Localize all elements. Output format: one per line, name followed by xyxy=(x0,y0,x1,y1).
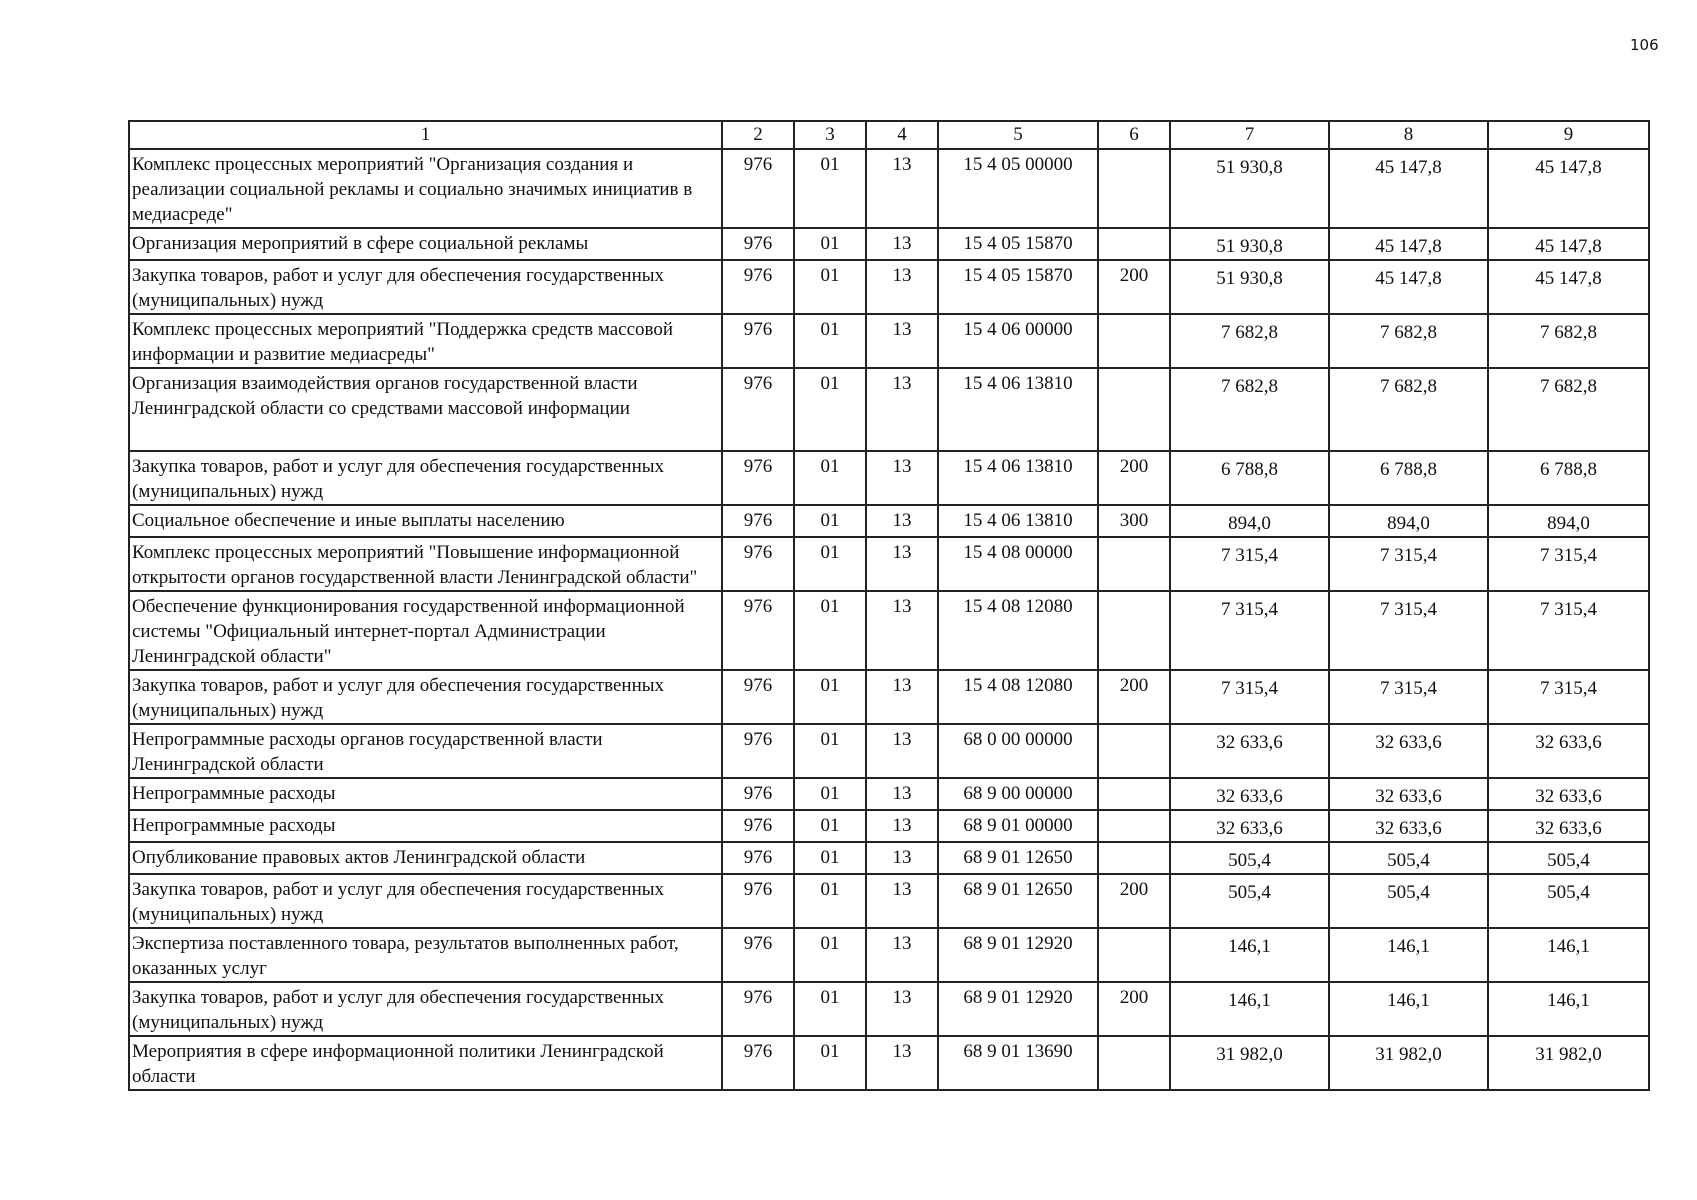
expense-type-code-cell: 300 xyxy=(1098,505,1170,537)
target-article-code-cell: 15 4 08 12080 xyxy=(938,591,1098,670)
table-row xyxy=(129,778,1649,810)
amount-col-9-cell: 894,0 xyxy=(1488,505,1649,537)
target-article-code-cell: 15 4 06 13810 xyxy=(938,451,1098,505)
subsection-code-cell: 13 xyxy=(866,505,938,537)
expense-type-code-cell xyxy=(1098,368,1170,451)
ministry-code-cell: 976 xyxy=(722,810,794,842)
row-name-cell: Опубликование правовых актов Ленинградской области xyxy=(129,842,722,874)
target-article-code-cell: 15 4 06 13810 xyxy=(938,505,1098,537)
amount-col-9-cell: 6 788,8 xyxy=(1488,451,1649,505)
amount-col-9-cell: 7 315,4 xyxy=(1488,591,1649,670)
table-row xyxy=(129,505,1649,537)
column-header: 6 xyxy=(1098,121,1170,149)
table-row xyxy=(129,260,1649,314)
amount-col-9-cell: 32 633,6 xyxy=(1488,724,1649,778)
ministry-code-cell: 976 xyxy=(722,260,794,314)
section-code-cell: 01 xyxy=(794,537,866,591)
amount-col-8-cell: 146,1 xyxy=(1329,928,1488,982)
amount-col-7-cell: 894,0 xyxy=(1170,505,1329,537)
section-code-cell: 01 xyxy=(794,228,866,260)
amount-col-8-cell: 32 633,6 xyxy=(1329,724,1488,778)
target-article-code-cell: 68 9 01 12650 xyxy=(938,842,1098,874)
section-code-cell: 01 xyxy=(794,928,866,982)
table-row xyxy=(129,842,1649,874)
row-name-cell: Обеспечение функционирования государственной информационной системы "Официальный интернет-портал Администрации Ленинградской области" xyxy=(129,591,722,670)
amount-col-8-cell: 505,4 xyxy=(1329,842,1488,874)
amount-col-8-cell: 31 982,0 xyxy=(1329,1036,1488,1090)
target-article-code-cell: 68 9 01 12650 xyxy=(938,874,1098,928)
target-article-code-cell: 15 4 05 15870 xyxy=(938,260,1098,314)
amount-col-7-cell: 505,4 xyxy=(1170,842,1329,874)
table-row xyxy=(129,1036,1649,1090)
subsection-code-cell: 13 xyxy=(866,724,938,778)
ministry-code-cell: 976 xyxy=(722,591,794,670)
row-name-cell: Экспертиза поставленного товара, результатов выполненных работ, оказанных услуг xyxy=(129,928,722,982)
row-name-cell: Организация взаимодействия органов государственной власти Ленинградской области со средствами массовой информации xyxy=(129,368,722,451)
row-name-cell: Закупка товаров, работ и услуг для обеспечения государственных (муниципальных) нужд xyxy=(129,982,722,1036)
section-code-cell: 01 xyxy=(794,451,866,505)
subsection-code-cell: 13 xyxy=(866,260,938,314)
column-header: 4 xyxy=(866,121,938,149)
table-row xyxy=(129,670,1649,724)
amount-col-7-cell: 32 633,6 xyxy=(1170,810,1329,842)
target-article-code-cell: 68 9 01 12920 xyxy=(938,982,1098,1036)
table-row xyxy=(129,724,1649,778)
expense-type-code-cell xyxy=(1098,1036,1170,1090)
amount-col-7-cell: 7 682,8 xyxy=(1170,314,1329,368)
table-row xyxy=(129,228,1649,260)
amount-col-9-cell: 32 633,6 xyxy=(1488,778,1649,810)
target-article-code-cell: 68 9 01 12920 xyxy=(938,928,1098,982)
table-row xyxy=(129,314,1649,368)
section-code-cell: 01 xyxy=(794,670,866,724)
amount-col-8-cell: 146,1 xyxy=(1329,982,1488,1036)
ministry-code-cell: 976 xyxy=(722,451,794,505)
table-row xyxy=(129,451,1649,505)
row-name-cell: Комплекс процессных мероприятий "Повышение информационной открытости органов государственной власти Ленинградской области" xyxy=(129,537,722,591)
amount-col-7-cell: 7 682,8 xyxy=(1170,368,1329,451)
expense-type-code-cell xyxy=(1098,314,1170,368)
table-row xyxy=(129,928,1649,982)
amount-col-7-cell: 51 930,8 xyxy=(1170,228,1329,260)
table-row xyxy=(129,591,1649,670)
row-name-cell: Социальное обеспечение и иные выплаты населению xyxy=(129,505,722,537)
amount-col-7-cell: 7 315,4 xyxy=(1170,670,1329,724)
section-code-cell: 01 xyxy=(794,591,866,670)
row-name-cell: Непрограммные расходы органов государственной власти Ленинградской области xyxy=(129,724,722,778)
expense-type-code-cell: 200 xyxy=(1098,451,1170,505)
amount-col-8-cell: 505,4 xyxy=(1329,874,1488,928)
ministry-code-cell: 976 xyxy=(722,1036,794,1090)
ministry-code-cell: 976 xyxy=(722,928,794,982)
ministry-code-cell: 976 xyxy=(722,505,794,537)
section-code-cell: 01 xyxy=(794,149,866,228)
column-header: 2 xyxy=(722,121,794,149)
subsection-code-cell: 13 xyxy=(866,451,938,505)
row-name-cell: Организация мероприятий в сфере социальной рекламы xyxy=(129,228,722,260)
target-article-code-cell: 68 0 00 00000 xyxy=(938,724,1098,778)
row-name-cell: Комплекс процессных мероприятий "Поддержка средств массовой информации и развитие медиасреды" xyxy=(129,314,722,368)
column-header: 9 xyxy=(1488,121,1649,149)
ministry-code-cell: 976 xyxy=(722,314,794,368)
section-code-cell: 01 xyxy=(794,724,866,778)
amount-col-7-cell: 505,4 xyxy=(1170,874,1329,928)
amount-col-9-cell: 146,1 xyxy=(1488,982,1649,1036)
subsection-code-cell: 13 xyxy=(866,368,938,451)
amount-col-9-cell: 32 633,6 xyxy=(1488,810,1649,842)
subsection-code-cell: 13 xyxy=(866,982,938,1036)
target-article-code-cell: 15 4 06 00000 xyxy=(938,314,1098,368)
subsection-code-cell: 13 xyxy=(866,842,938,874)
subsection-code-cell: 13 xyxy=(866,149,938,228)
amount-col-8-cell: 45 147,8 xyxy=(1329,228,1488,260)
column-header: 8 xyxy=(1329,121,1488,149)
section-code-cell: 01 xyxy=(794,778,866,810)
ministry-code-cell: 976 xyxy=(722,982,794,1036)
expense-type-code-cell xyxy=(1098,537,1170,591)
subsection-code-cell: 13 xyxy=(866,537,938,591)
column-header: 3 xyxy=(794,121,866,149)
table-row xyxy=(129,537,1649,591)
ministry-code-cell: 976 xyxy=(722,149,794,228)
budget-table xyxy=(128,120,1650,1091)
amount-col-9-cell: 45 147,8 xyxy=(1488,260,1649,314)
amount-col-8-cell: 6 788,8 xyxy=(1329,451,1488,505)
row-name-cell: Непрограммные расходы xyxy=(129,778,722,810)
target-article-code-cell: 68 9 01 00000 xyxy=(938,810,1098,842)
target-article-code-cell: 15 4 05 15870 xyxy=(938,228,1098,260)
amount-col-8-cell: 7 315,4 xyxy=(1329,670,1488,724)
subsection-code-cell: 13 xyxy=(866,1036,938,1090)
amount-col-7-cell: 51 930,8 xyxy=(1170,260,1329,314)
subsection-code-cell: 13 xyxy=(866,591,938,670)
section-code-cell: 01 xyxy=(794,810,866,842)
row-name-cell: Закупка товаров, работ и услуг для обеспечения государственных (муниципальных) нужд xyxy=(129,874,722,928)
amount-col-8-cell: 7 682,8 xyxy=(1329,314,1488,368)
subsection-code-cell: 13 xyxy=(866,874,938,928)
amount-col-7-cell: 51 930,8 xyxy=(1170,149,1329,228)
amount-col-8-cell: 7 315,4 xyxy=(1329,537,1488,591)
subsection-code-cell: 13 xyxy=(866,314,938,368)
section-code-cell: 01 xyxy=(794,368,866,451)
expense-type-code-cell xyxy=(1098,228,1170,260)
column-header: 5 xyxy=(938,121,1098,149)
amount-col-7-cell: 7 315,4 xyxy=(1170,591,1329,670)
row-name-cell: Непрограммные расходы xyxy=(129,810,722,842)
section-code-cell: 01 xyxy=(794,982,866,1036)
expense-type-code-cell xyxy=(1098,842,1170,874)
ministry-code-cell: 976 xyxy=(722,670,794,724)
amount-col-8-cell: 7 315,4 xyxy=(1329,591,1488,670)
expense-type-code-cell: 200 xyxy=(1098,874,1170,928)
section-code-cell: 01 xyxy=(794,505,866,537)
ministry-code-cell: 976 xyxy=(722,724,794,778)
amount-col-9-cell: 7 315,4 xyxy=(1488,670,1649,724)
amount-col-9-cell: 45 147,8 xyxy=(1488,228,1649,260)
amount-col-9-cell: 7 682,8 xyxy=(1488,314,1649,368)
amount-col-7-cell: 7 315,4 xyxy=(1170,537,1329,591)
expense-type-code-cell xyxy=(1098,778,1170,810)
amount-col-9-cell: 146,1 xyxy=(1488,928,1649,982)
amount-col-7-cell: 32 633,6 xyxy=(1170,724,1329,778)
subsection-code-cell: 13 xyxy=(866,928,938,982)
table-row xyxy=(129,982,1649,1036)
page-number: 106 xyxy=(1630,36,1659,54)
row-name-cell: Мероприятия в сфере информационной политики Ленинградской области xyxy=(129,1036,722,1090)
subsection-code-cell: 13 xyxy=(866,228,938,260)
section-code-cell: 01 xyxy=(794,842,866,874)
amount-col-9-cell: 45 147,8 xyxy=(1488,149,1649,228)
subsection-code-cell: 13 xyxy=(866,778,938,810)
amount-col-8-cell: 32 633,6 xyxy=(1329,810,1488,842)
amount-col-7-cell: 146,1 xyxy=(1170,982,1329,1036)
table-row xyxy=(129,874,1649,928)
target-article-code-cell: 68 9 00 00000 xyxy=(938,778,1098,810)
ministry-code-cell: 976 xyxy=(722,778,794,810)
subsection-code-cell: 13 xyxy=(866,670,938,724)
row-name-cell: Закупка товаров, работ и услуг для обеспечения государственных (муниципальных) нужд xyxy=(129,670,722,724)
table-row xyxy=(129,149,1649,228)
expense-type-code-cell: 200 xyxy=(1098,670,1170,724)
amount-col-9-cell: 31 982,0 xyxy=(1488,1036,1649,1090)
expense-type-code-cell xyxy=(1098,591,1170,670)
amount-col-7-cell: 31 982,0 xyxy=(1170,1036,1329,1090)
target-article-code-cell: 15 4 06 13810 xyxy=(938,368,1098,451)
ministry-code-cell: 976 xyxy=(722,874,794,928)
amount-col-7-cell: 6 788,8 xyxy=(1170,451,1329,505)
ministry-code-cell: 976 xyxy=(722,842,794,874)
expense-type-code-cell: 200 xyxy=(1098,982,1170,1036)
expense-type-code-cell xyxy=(1098,149,1170,228)
ministry-code-cell: 976 xyxy=(722,368,794,451)
expense-type-code-cell: 200 xyxy=(1098,260,1170,314)
ministry-code-cell: 976 xyxy=(722,228,794,260)
row-name-cell: Закупка товаров, работ и услуг для обеспечения государственных (муниципальных) нужд xyxy=(129,451,722,505)
subsection-code-cell: 13 xyxy=(866,810,938,842)
expense-type-code-cell xyxy=(1098,810,1170,842)
ministry-code-cell: 976 xyxy=(722,537,794,591)
column-header: 1 xyxy=(129,121,722,149)
section-code-cell: 01 xyxy=(794,314,866,368)
target-article-code-cell: 15 4 05 00000 xyxy=(938,149,1098,228)
target-article-code-cell: 68 9 01 13690 xyxy=(938,1036,1098,1090)
section-code-cell: 01 xyxy=(794,260,866,314)
section-code-cell: 01 xyxy=(794,874,866,928)
amount-col-8-cell: 7 682,8 xyxy=(1329,368,1488,451)
amount-col-7-cell: 146,1 xyxy=(1170,928,1329,982)
amount-col-8-cell: 45 147,8 xyxy=(1329,149,1488,228)
amount-col-9-cell: 7 682,8 xyxy=(1488,368,1649,451)
amount-col-8-cell: 45 147,8 xyxy=(1329,260,1488,314)
expense-type-code-cell xyxy=(1098,724,1170,778)
amount-col-7-cell: 32 633,6 xyxy=(1170,778,1329,810)
row-name-cell: Закупка товаров, работ и услуг для обеспечения государственных (муниципальных) нужд xyxy=(129,260,722,314)
section-code-cell: 01 xyxy=(794,1036,866,1090)
table-header-row xyxy=(129,121,1649,149)
row-name-cell: Комплекс процессных мероприятий "Организация создания и реализации социальной рекламы и социально значимых инициатив в медиасреде" xyxy=(129,149,722,228)
amount-col-9-cell: 7 315,4 xyxy=(1488,537,1649,591)
amount-col-9-cell: 505,4 xyxy=(1488,842,1649,874)
expense-type-code-cell xyxy=(1098,928,1170,982)
target-article-code-cell: 15 4 08 12080 xyxy=(938,670,1098,724)
table-row xyxy=(129,810,1649,842)
amount-col-8-cell: 32 633,6 xyxy=(1329,778,1488,810)
target-article-code-cell: 15 4 08 00000 xyxy=(938,537,1098,591)
column-header: 7 xyxy=(1170,121,1329,149)
table-row xyxy=(129,368,1649,451)
amount-col-8-cell: 894,0 xyxy=(1329,505,1488,537)
amount-col-9-cell: 505,4 xyxy=(1488,874,1649,928)
